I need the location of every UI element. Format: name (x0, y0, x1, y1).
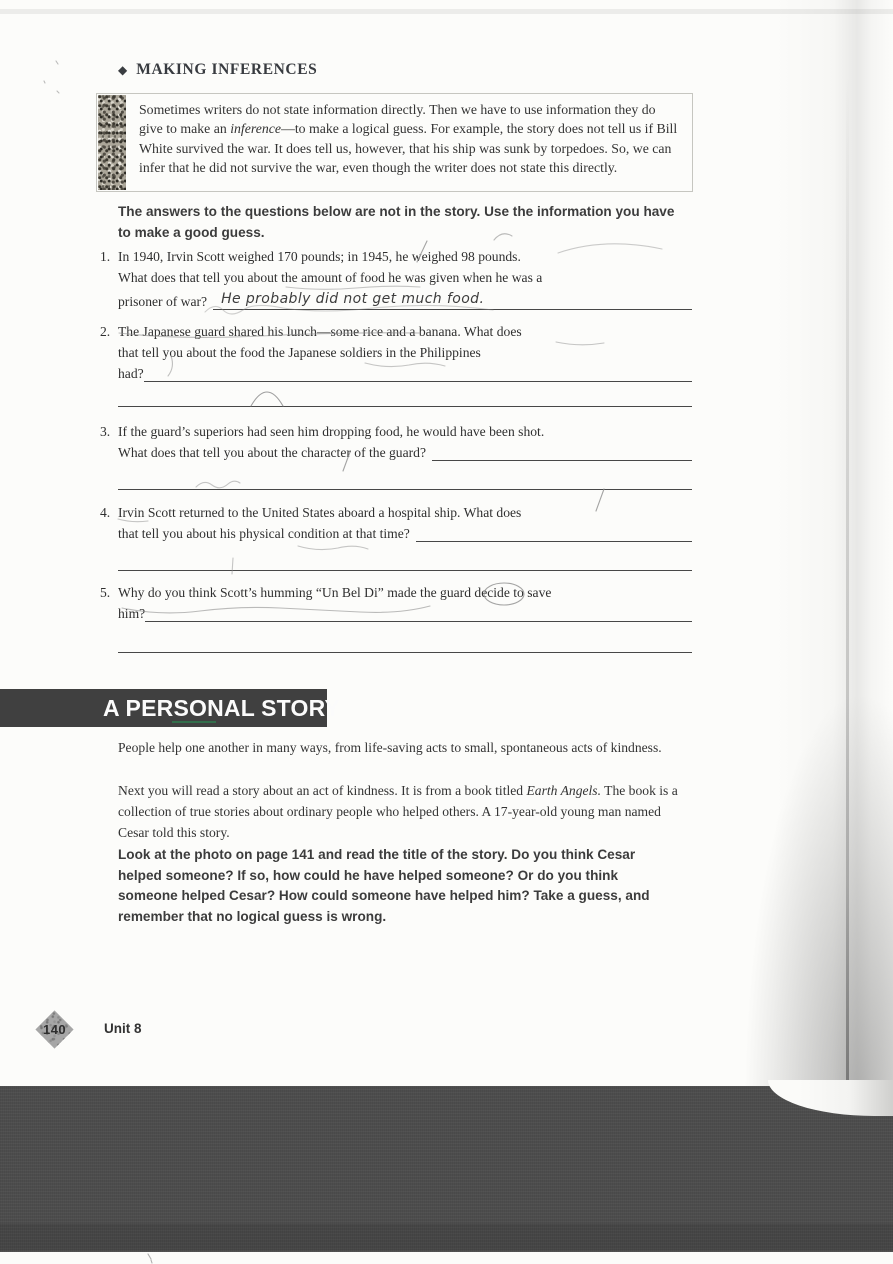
handwritten-answer: He probably did not get much food. (221, 291, 485, 307)
photo-strip-image (98, 95, 126, 190)
section-heading (118, 61, 317, 79)
question-4 (100, 502, 692, 571)
exercise-instructions: The answers to the questions below are not in the story. Use the information you have to make a good guess. (118, 204, 675, 240)
answer-line (416, 541, 692, 542)
unit-label: Unit 8 (104, 1021, 142, 1036)
question-number: 2. (100, 324, 111, 339)
question-3 (100, 421, 692, 490)
inference-box (96, 93, 693, 192)
answer-line (118, 570, 692, 571)
answer-line (118, 406, 692, 407)
page-number: 140 (42, 1021, 67, 1037)
inference-term: inference (230, 121, 282, 137)
story-paragraph-1: People help one another in many ways, from life-saving acts to small, spontaneous acts of kindness. (118, 740, 662, 755)
question-number: 5. (100, 585, 111, 600)
story-instructions: Look at the photo on page 141 and read the title of the story. Do you think Cesar helped someone? If so, how could he have helped someone? Or do you think someone helped Cesar? How could someone have helped him? Take a guess, and remember that no logical guess is wrong. (118, 847, 650, 924)
question-line: prisoner of war? (118, 294, 208, 309)
question-line: In 1940, Irvin Scott weighed 170 pounds; in 1945, he weighed 98 pounds. (118, 249, 521, 264)
answer-line (118, 489, 692, 490)
story-p2-pre: Next you will read a story about an act of kindness. It is from a book titled (118, 783, 527, 798)
page-edge-shadow (773, 0, 893, 1086)
box-text-post: —to make a logical guess. For example, the story does not tell us if Bill White survived the war. It does tell us, however, that his ship was sunk by torpedoes. So, we can infer that he did not survive the war, even though the writer does not state this directly. (139, 121, 678, 175)
page-curl-corner (768, 1080, 893, 1116)
green-pen-mark (172, 721, 216, 723)
question-number: 1. (100, 249, 111, 264)
question-number: 4. (100, 505, 111, 520)
diamond-bullet-icon: ◆ (118, 63, 128, 77)
page-edge-shadow-lower (743, 690, 893, 1086)
question-line: that tell you about his physical condition at that time? (118, 526, 410, 541)
question-line: What does that tell you about the amount of food he was given when he was a (118, 270, 543, 285)
page-number-badge (35, 1010, 73, 1048)
question-2 (100, 321, 692, 407)
question-line: that tell you about the food the Japanese soldiers in the Philippines (118, 345, 481, 360)
question-line: The Japanese guard shared his lunch—some rice and a banana. What does (118, 324, 522, 339)
box-text-pre: Sometimes writers do not state information directly. Then we have to use information they do give to make an (139, 102, 656, 137)
book-title: Earth Angels. (526, 783, 601, 798)
personal-story-banner (0, 689, 341, 727)
question-line: If the guard’s superiors had seen him dropping food, he would have been shot. (118, 424, 545, 439)
question-number: 3. (100, 424, 111, 439)
question-line: had? (118, 366, 144, 381)
question-line: him? (118, 606, 146, 621)
banner-title: A PERSONAL STORY (103, 695, 341, 721)
story-p2-post: The book is a collection of true stories about ordinary people who helped others. A 17-year-old young man named Cesar told this story. (118, 783, 678, 840)
question-line: Irvin Scott returned to the United States aboard a hospital ship. What does (118, 505, 522, 520)
scan-top-edge (0, 9, 893, 14)
answer-line (144, 381, 692, 382)
story-paragraph-2 (118, 780, 684, 843)
section-title: MAKING INFERENCES (136, 61, 318, 78)
page-crease-line (846, 75, 849, 1085)
bottom-scan-band (0, 1086, 893, 1252)
answer-line (118, 652, 692, 653)
answer-line (213, 288, 692, 310)
question-line: What does that tell you about the character of the guard? (118, 445, 426, 460)
answer-line (432, 460, 692, 461)
answer-line (145, 621, 692, 622)
question-5 (100, 582, 692, 653)
question-line: Why do you think Scott’s humming “Un Bel Di” made the guard decide to save (118, 585, 552, 600)
band-darker-strip (0, 1224, 893, 1250)
question-1 (100, 246, 692, 312)
inference-box-text (139, 100, 680, 177)
